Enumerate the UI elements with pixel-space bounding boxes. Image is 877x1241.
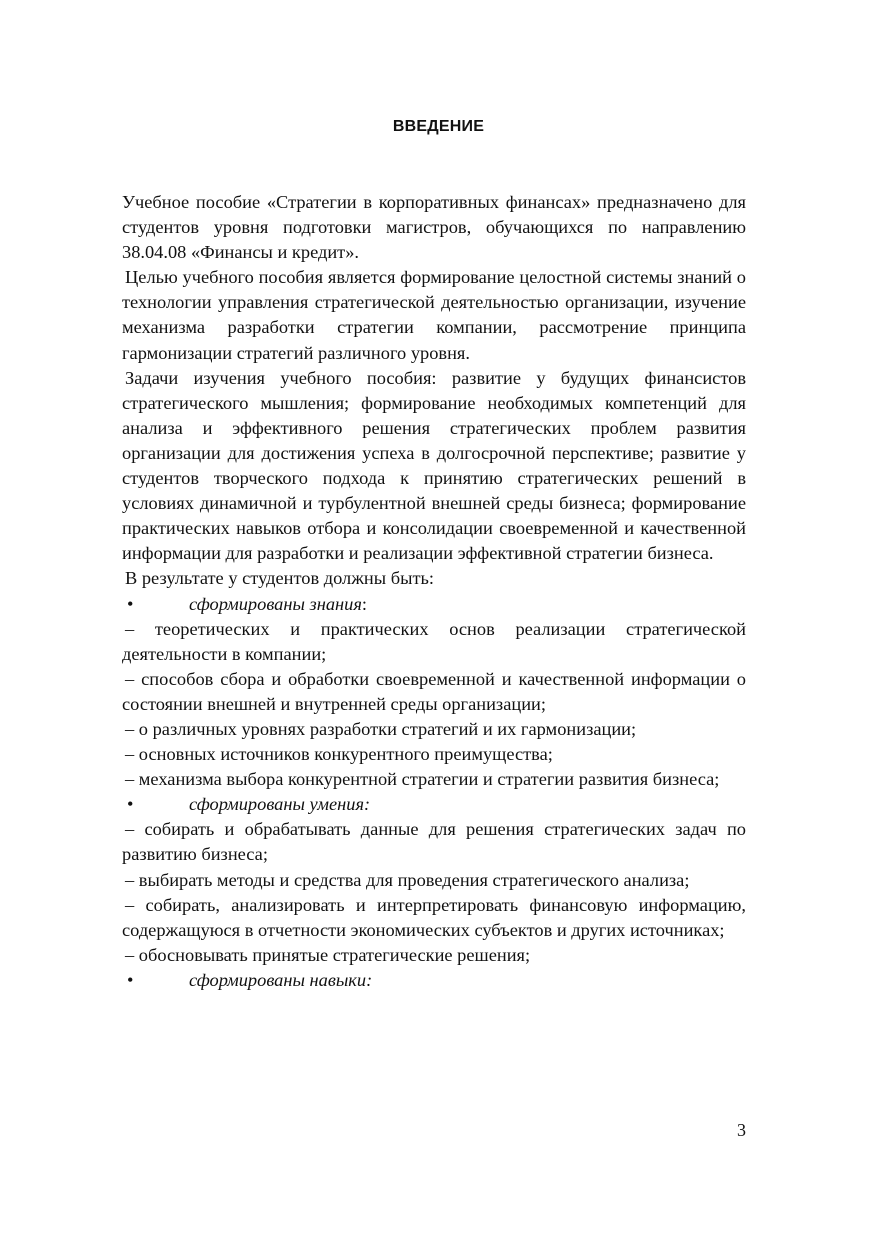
list-item: – обосновывать принятые стратегические решения;	[125, 944, 531, 965]
list-item: – теоретических и практических основ реализации стратегической деятельности в компании;	[122, 618, 746, 664]
list-item: – основных источников конкурентного преимущества;	[125, 744, 553, 765]
list-item: – механизма выбора конкурентной стратегии и стратегии развития бизнеса;	[125, 769, 720, 790]
bullet-abilities-label: сформированы навыки:	[189, 969, 373, 990]
page-number: 3	[737, 1120, 746, 1140]
body-text	[122, 190, 746, 993]
list-item: – о различных уровнях разработки стратегий и их гармонизации;	[125, 718, 637, 739]
paragraph-tasks: Задачи изучения учебного пособия: развитие у будущих финансистов стратегического мышления; формирование необходимых компетенций для анализа и эффективного решения стратегических проблем развития организации для достижения успеха в долгосрочной перспективе; развитие у студентов творческого подхода к принятию стратегических решений в условиях динамичной и турбулентной внешней среды бизнеса; формирование практических навыков отбора и консолидации своевременной и качественной информации для разработки и реализации эффективной стратегии бизнеса.	[122, 367, 746, 564]
bullet-icon: •	[127, 593, 134, 614]
bullet-knowledge-label: сформированы знания	[189, 593, 362, 614]
section-heading: ВВЕДЕНИЕ	[392, 118, 485, 135]
paragraph-results: В результате у студентов должны быть:	[125, 568, 434, 589]
bullet-abilities	[122, 968, 746, 993]
bullet-icon: •	[127, 794, 134, 815]
bullet-icon: •	[127, 969, 134, 990]
list-item: – собирать, анализировать и интерпретировать финансовую информацию, содержащуюся в отчетности экономических субъектов и других источниках;	[122, 894, 746, 940]
bullet-skills-label: сформированы умения:	[189, 794, 371, 815]
bullet-knowledge: • сформированы знания:	[122, 592, 746, 617]
paragraph-intro: Учебное пособие «Стратегии в корпоративных финансах» предназначено для студентов уровня подготовки магистров, обучающихся по направлению 38.04.08 «Финансы и кредит».	[122, 192, 746, 263]
list-item: – выбирать методы и средства для проведения стратегического анализа;	[125, 869, 690, 890]
paragraph-goal: Целью учебного пособия является формирование целостной системы знаний о технологии управления стратегической деятельностью организации, изучение механизма разработки стратегии компании, рассмотрение принципа гармонизации стратегий различного уровня.	[122, 267, 746, 363]
bullet-skills	[122, 792, 746, 817]
list-item: – способов сбора и обработки своевременной и качественной информации о состоянии внешней и внутренней среды организации;	[122, 668, 746, 714]
list-item: – собирать и обрабатывать данные для решения стратегических задач по развитию бизнеса;	[122, 819, 746, 865]
